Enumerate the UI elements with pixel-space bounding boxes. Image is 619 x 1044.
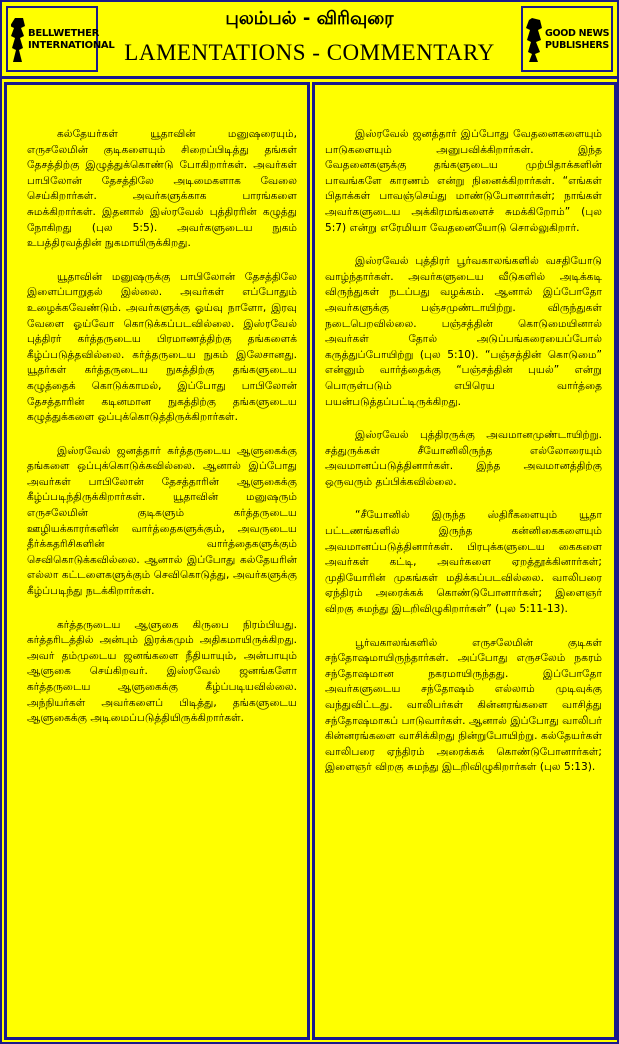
good-news-emblem-icon	[526, 18, 544, 62]
logo-left-line1: BELLWETHER	[28, 28, 100, 39]
right-paragraph-5: பூர்வகாலங்களில் எருசலேமின் குடிகள் சந்தோஷமாயிருந்தார்கள். அப்போது எருசலேம் நகரம் சந்தோஷமான நகரமாயிருந்தது. இப்போதோ அவர்களுடைய சந்தோஷம் எல்லாம் முடிவுக்கு வந்துவிட்டது. வாலிபர்கள் கின்னரங்களை வாசித்து சந்தோஷமாகப் பாடுவார்கள். ஆனால் இப்போது வாலிபர் கின்னரங்களை வாசிக்கிறது நின்றுபோயிற்று. கல்தேயர்கள் வாலிபரை ஏந்திரம் அரைக்கக் கொண்டுபோனார்கள்; இளைஞர் விறகு சுமந்து இடறிவிழுகிறார்கள் (புல 5:13).	[325, 636, 602, 774]
logo-right-line2: PUBLISHERS	[545, 40, 609, 51]
left-paragraph-4: கர்த்தருடைய ஆளுகை கிருபை நிரம்பியது. கர்த்தரிடத்தில் அன்பும் இரக்கமும் அதிகமாயிருக்கிறது. அவர் தம்முடைய ஜனங்களை நீதியாயும், அன்பாயும் ஆளுகை செய்கிறவர். இஸ்ரவேல் ஜனங்களோ கர்த்தருடைய ஆளுகைக்கு கீழ்ப்படியவில்லை. அந்நியர்கள் அவர்களைப் பிடித்து, தங்களுடைய ஆளுகைக்கு அடிமைப்படுத்தியிருக்கிறார்கள்.	[27, 618, 297, 725]
right-paragraph-3: இஸ்ரவேல் புத்திரருக்கு அவமானமுண்டாயிற்று. சத்துருக்கள் சீயோனிலிருந்த எல்லோரையும் அவமானப்படுத்தினார்கள். இந்த அவமானத்திற்கு ஒருவரும் தப்பிக்கவில்லை.	[325, 429, 602, 488]
title-english: LAMENTATIONS - COMMENTARY	[124, 40, 495, 65]
left-paragraph-3: இஸ்ரவேல் ஜனத்தார் கர்த்தருடைய ஆளுகைக்கு தங்களை ஒப்புக்கொடுக்கவில்லை. ஆனால் இப்போது அவர்கள் பாபிலோன் தேசத்தாரின் ஆளுகைக்கு கீழ்ப்படிந்திருக்கிறார்கள். யூதாவின் மனுஷரும் எருசலேமின் குடிகளும் கர்த்தருடைய ஊழியக்காரர்களின் வார்த்தைகளுக்கும், அவருடைய தீர்க்கதரிசிகளின் வார்த்தைகளுக்கும் செவிகொடுக்கவில்லை. ஆனால் இப்போது கல்தேயரின் எல்லா கட்டளைகளுக்கும் செவிகொடுத்து, அவர்களுக்கு கீழ்ப்படிந்து நடக்கிறார்கள்.	[27, 444, 297, 598]
header	[2, 2, 617, 79]
left-paragraph-1: கல்தேயர்கள் யூதாவின் மனுஷரையும், எருசலேமின் குடிகளையும் சிறைப்பிடித்து தங்கள் தேசத்திற்கு இழுத்துக்கொண்டு போகிறார்கள். அவர்கள் பாபிலோன் தேசத்திலே அடிமைகளாக வேலை செய்கிறார்கள். அவர்களுக்காக பாரங்களை சுமக்கிறார்கள். இதனால் இஸ்ரவேல் புத்திரரின் கழுத்து நோகிறது (புல 5:5). அவர்களுடைய நுகம் உபத்திரவத்தின் நுகமாயிருக்கிறது.	[27, 128, 297, 250]
title-tamil: புலம்பல் - விரிவுரை	[225, 8, 394, 29]
good-news-logo	[521, 6, 613, 72]
left-paragraph-2: யூதாவின் மனுஷருக்கு பாபிலோன் தேசத்திலே இளைப்பாறுதல் இல்லை. அவர்கள் எப்போதும் உழைக்கவேண்டும். அவர்களுக்கு ஓய்வு நாளோ, இரவு வேளை ஓய்வோ கொடுக்கப்படவில்லை. இஸ்ரவேல் புத்திரர் கர்த்தருடைய பிரமாணத்திற்கு தங்களைக் கீழ்ப்படுத்தவில்லை. கர்த்தருடைய நுகம் இலேசானது. யூதர்கள் கர்த்தருடைய நுகத்திற்கு தங்களுடைய கழுத்தைக் கொடுக்காமல், இப்போது பாபிலோன் தேசத்தாரின் கடினமான நுகத்திற்கு தங்களுடைய கழுத்துக்களை ஒப்புக்கொடுத்திருக்கிறார்கள்.	[27, 270, 297, 424]
right-paragraph-2: இஸ்ரவேல் புத்திரர் பூர்வகாலங்களில் வசதியோடு வாழ்ந்தார்கள். அவர்களுடைய வீடுகளில் அடிக்கடி விருந்துகள் நடப்பது வழக்கம். ஆனால் இப்போதோ அவர்களுக்கு பஞ்சமுண்டாயிற்று. விருந்துகள் நடைபெறவில்லை. பஞ்சத்தின் கொடுமையினால் அவர்கள் தோல் அடுப்பங்கரையைப்போல் கருத்துப்போயிற்று (புல 5:10). “பஞ்சத்தின் கொடுமை” என்னும் வார்த்தைக்கு “பஞ்சத்தின் புயல்” என்று பொருள்படும் எபிரெய வார்த்தை பயன்படுத்தப்பட்டிருக்கிறது.	[325, 255, 602, 408]
left-column	[4, 82, 310, 1040]
right-column	[312, 82, 617, 1040]
bellwether-ram-icon	[11, 18, 27, 62]
logo-right-line1: GOOD NEWS	[545, 28, 610, 39]
right-paragraph-4: “சீயோனில் இருந்த ஸ்திரீகளையும் யூதா பட்டணங்களில் இருந்த கன்னிகைகளையும் அவமானப்படுத்தினார்கள். பிரபுக்களுடைய கைகளை அவர்கள் கட்டி, அவர்களை ஏறத்தூக்கினார்கள்; முதியோரின் முகங்கள் மதிக்கப்படவில்லை. வாலிபரை ஏந்திரம் அரைக்கக் கொண்டுபோனார்கள்; இளைஞர் விறகு சுமந்து இடறிவிழுகிறார்கள்” (புல 5:11-13).	[325, 509, 602, 616]
bellwether-logo	[6, 6, 115, 72]
right-paragraph-1: இஸ்ரவேல் ஜனத்தார் இப்போது வேதனைகளையும் பாடுகளையும் அனுபவிக்கிறார்கள். இந்த வேதனைகளுக்கு தங்களுடைய முற்பிதாக்களின் பாவங்களே காரணம் என்று நினைக்கிறார்கள். “எங்கள் பிதாக்கள் பாவஞ்செய்து மாண்டுபோனார்கள்; நாங்கள் அவர்களுடைய அக்கிரமங்களைச் சுமக்கிறோம்” (புல 5:7) என்று எரேமியா வேதனையோடு சொல்லுகிறார்.	[325, 128, 602, 234]
logo-left-line2: INTERNATIONAL	[28, 40, 115, 51]
